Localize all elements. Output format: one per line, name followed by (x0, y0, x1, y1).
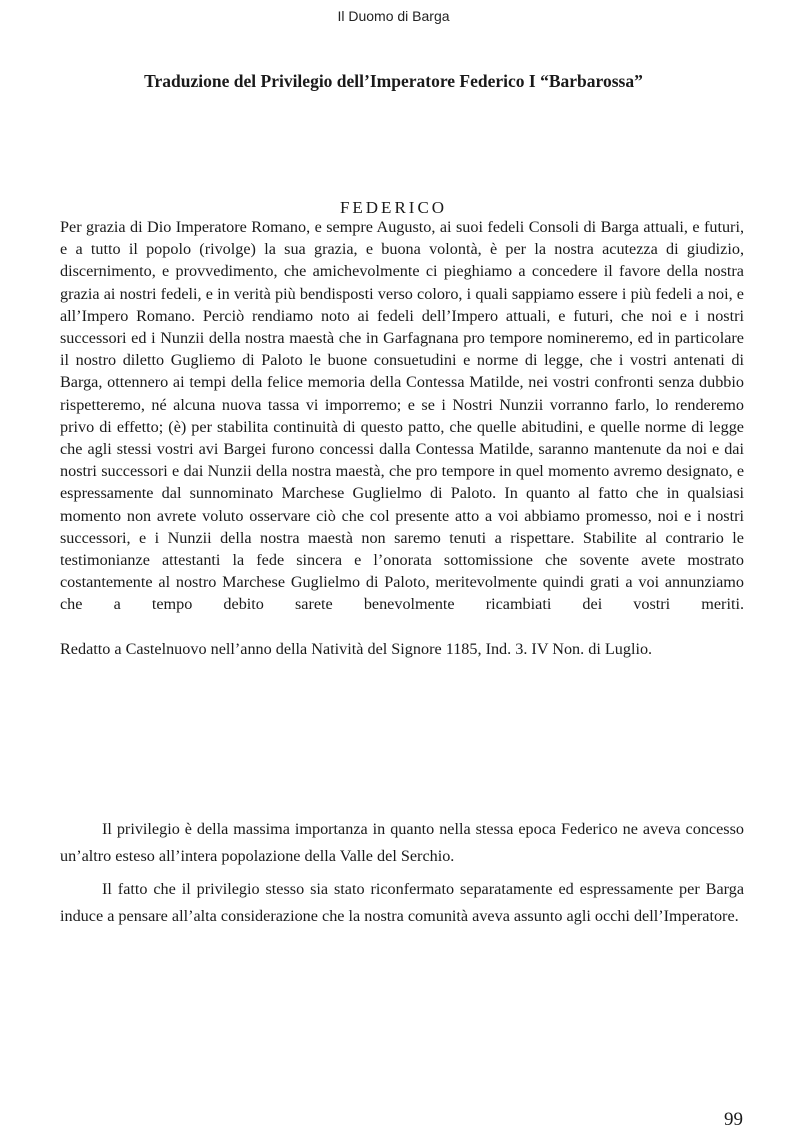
closing-line: Redatto a Castelnuovo nell’anno della Natività del Signore 1185, Ind. 3. IV Non. di Luglio. (60, 639, 653, 658)
section-heading: FEDERICO (339, 198, 448, 217)
privilege-translation (60, 216, 744, 660)
privilege-paragraph: Per grazia di Dio Imperatore Romano, e sempre Augusto, ai suoi fedeli Consoli di Barga attuali, e futuri, e a tutto il popolo (rivolge) la sua grazia, e buona volontà, è per la nostra acutezza di giudizio, discernimento, e provvedimento, che amichevolmente ci pieghiamo a concedere il favore della nostra grazia ai nostri fedeli, e in verità più bendisposti verso coloro, i quali sappiamo essere i più fedeli a noi, e all’Impero Romano. Perciò rendiamo noto ai fedeli dell’Impero attuali, e futuri, che noi e i nostri successori ed i Nunzii della nostra maestà che in Garfagnana pro tempore nomineremo, ed in particolare il nostro diletto Gugliemo di Paloto le buone consuetudini e norme di legge, che i vostri antenati di Barga, ottennero ai tempi della felice memoria della Contessa Matilde, nei vostri confronti senza dubbio rispetteremo, né alcuna nuova tassa vi imporremo; e se i Nostri Nunzii vorranno farlo, lo renderemo privo di effetto; (è) per stabilita continuità di questo patto, che quelle abitudini, e quelle norme di legge che agli stessi vostri avi Bargei furono concessi dalla Contessa Matilde, saranno mantenute da noi e dai nostri successori e dai Nunzii della nostra maestà, che pro tempore in quel momento avremo designato, e espressamente dal sunnominato Marchese Guglielmo di Paloto. In quanto al fatto che in qualsiasi momento non avrete voluto osservare ciò che col presente atto a voi abbiamo promesso, noi e i nostri successori, e i Nunzii della nostra maestà non saremo tenuti a rispettare. Stabilite al contrario le testimonianze attestanti la fede sincera e l’onorata sottomissione che sovente avete mostrato costantemente al nostro Marchese Guglielmo di Paloto, meritevolmente quindi grati a voi annunziamo che a tempo debito sarete benevolmente ricambiati dei vostri meriti. (60, 218, 744, 614)
page-number: 99 (724, 1109, 743, 1130)
commentary-paragraph-2: Il fatto che il privilegio stesso sia stato riconfermato separatamente ed espressamente per Barga induce a pensare all’alta considerazione che la nostra comunità aveva assunto agli occhi dell’Imperatore. (60, 880, 744, 925)
commentary-paragraph-1: Il privilegio è della massima importanza in quanto nella stessa epoca Federico ne aveva concesso un’altro esteso all’intera popolazione della Valle del Serchio. (60, 820, 744, 865)
document-title: Traduzione del Privilegio dell’Imperatore Federico I “Barbarossa” (144, 71, 643, 91)
running-header: Il Duomo di Barga (337, 8, 450, 24)
commentary (60, 816, 744, 936)
